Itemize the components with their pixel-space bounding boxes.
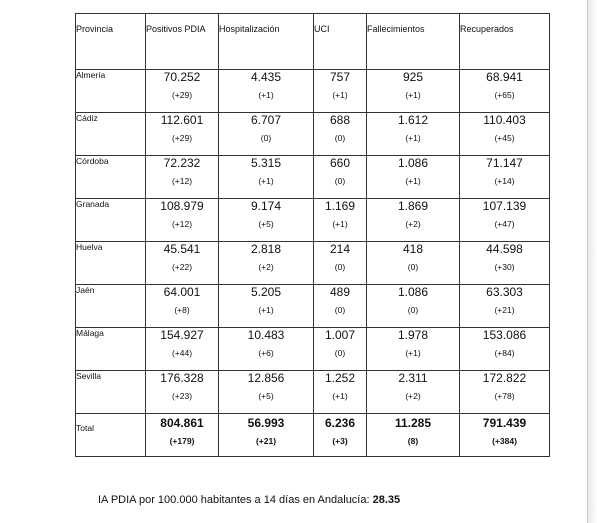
value-cell (314, 414, 367, 457)
cell-value: 72.232 (163, 156, 201, 170)
value-cell (314, 371, 367, 414)
cell-delta: (+21) (494, 305, 515, 315)
cell-value: 1.869 (397, 199, 429, 213)
value-cell (367, 199, 460, 242)
page-edge-shadow (588, 0, 597, 523)
header-recuperados: Recuperados (460, 14, 550, 70)
cell-delta: (+8) (174, 305, 190, 315)
cell-value: 10.483 (247, 328, 285, 342)
table-row (76, 242, 550, 285)
cell-delta: (8) (407, 436, 419, 446)
value-cell (146, 285, 219, 328)
cell-value: 112.601 (160, 113, 204, 127)
value-cell (460, 113, 550, 156)
cell-value: 70.252 (163, 70, 201, 84)
value-cell (314, 285, 367, 328)
cell-value: 925 (402, 70, 424, 84)
cell-value: 5.315 (250, 156, 282, 170)
cell-delta: (+47) (494, 219, 515, 229)
cell-delta: (+78) (494, 391, 515, 401)
value-cell (367, 328, 460, 371)
header-positivos-pdia: Positivos PDIA (146, 14, 219, 70)
cell-value: 172.822 (482, 371, 527, 385)
cell-value: 1.169 (324, 199, 356, 213)
cell-value: 108.979 (160, 199, 204, 213)
cell-value: 63.303 (486, 285, 523, 299)
cell-delta: (+84) (494, 348, 515, 358)
header-hospitalizacion: Hospitalización (219, 14, 314, 70)
cell-delta: (+2) (405, 219, 421, 229)
table-header-row (76, 14, 550, 70)
cell-value: 9.174 (250, 199, 282, 213)
cell-delta: (0) (334, 305, 346, 315)
value-cell (219, 242, 314, 285)
value-cell (460, 242, 550, 285)
table-row (76, 328, 550, 371)
cell-delta: (+384) (492, 436, 517, 446)
value-cell (219, 156, 314, 199)
cell-value: 154.927 (160, 328, 204, 342)
cell-delta: (0) (260, 133, 272, 143)
cell-delta: (+45) (494, 133, 515, 143)
table-row (76, 113, 550, 156)
cell-value: 107.139 (482, 199, 527, 213)
cell-value: 64.001 (163, 285, 201, 299)
cell-delta: (+6) (258, 348, 274, 358)
cell-delta: (+23) (171, 391, 193, 401)
value-cell (367, 156, 460, 199)
cell-value: 11.285 (394, 416, 432, 430)
cell-delta: (+5) (258, 391, 274, 401)
cell-delta: (+1) (332, 391, 348, 401)
value-cell (146, 242, 219, 285)
cell-value: 214 (329, 242, 351, 256)
cell-value: 110.403 (483, 113, 526, 127)
table-body (76, 70, 550, 457)
cell-value: 1.252 (324, 371, 356, 385)
cell-value: 6.707 (250, 113, 282, 127)
value-cell (367, 285, 460, 328)
cell-delta: (+1) (405, 90, 421, 100)
cell-value: 489 (329, 285, 351, 299)
cell-value: 2.818 (250, 242, 282, 256)
cell-delta: (+1) (258, 176, 274, 186)
value-cell (460, 285, 550, 328)
cell-value: 153.086 (482, 328, 527, 342)
cell-delta: (+22) (171, 262, 193, 272)
cell-delta: (+65) (494, 90, 515, 100)
ia-pdia-footnote (98, 493, 400, 507)
cell-value: 688 (329, 113, 351, 127)
header-fallecimientos: Fallecimientos (367, 14, 460, 70)
total-row (76, 414, 550, 457)
cell-delta: (+1) (405, 176, 421, 186)
provincia-cell: Cádiz (76, 113, 146, 156)
header-uci: UCI (314, 14, 367, 70)
provincia-cell: Total (76, 414, 146, 457)
cell-delta: (+1) (332, 219, 348, 229)
cell-delta: (+1) (405, 133, 421, 143)
cell-value: 68.941 (486, 70, 523, 84)
cell-value: 791.439 (482, 416, 527, 430)
cell-value: 1.007 (324, 328, 356, 342)
table-row (76, 371, 550, 414)
cell-delta: (0) (407, 305, 419, 315)
cell-value: 1.978 (397, 328, 429, 342)
value-cell (146, 156, 219, 199)
value-cell (314, 70, 367, 113)
footnote-text: IA PDIA por 100.000 habitantes a 14 días en Andalucía: (98, 494, 373, 506)
value-cell (314, 328, 367, 371)
header-provincia: Provincia (76, 14, 146, 70)
value-cell (146, 371, 219, 414)
value-cell (460, 414, 550, 457)
table-row (76, 199, 550, 242)
table-row (76, 285, 550, 328)
cell-delta: (+5) (258, 219, 274, 229)
cell-delta: (+12) (171, 176, 193, 186)
provincia-cell: Almería (76, 70, 146, 113)
provincia-cell: Huelva (76, 242, 146, 285)
cell-value: 2.311 (398, 371, 428, 385)
cell-value: 56.993 (247, 416, 285, 430)
page-edge (587, 0, 588, 523)
cell-delta: (0) (334, 262, 346, 272)
cell-delta: (+29) (171, 90, 193, 100)
cell-value: 1.612 (397, 113, 429, 127)
cell-delta: (+14) (494, 176, 515, 186)
cell-value: 44.598 (486, 242, 523, 256)
cell-value: 418 (402, 242, 424, 256)
value-cell (460, 199, 550, 242)
cell-delta: (+2) (405, 391, 421, 401)
value-cell (460, 156, 550, 199)
cell-value: 5.205 (250, 285, 282, 299)
value-cell (219, 113, 314, 156)
cell-delta: (+1) (332, 90, 348, 100)
value-cell (219, 414, 314, 457)
value-cell (219, 199, 314, 242)
covid-data-table (75, 13, 550, 457)
value-cell (367, 113, 460, 156)
value-cell (367, 242, 460, 285)
cell-value: 4.435 (250, 70, 282, 84)
provincia-cell: Sevilla (76, 371, 146, 414)
cell-delta: (0) (407, 262, 419, 272)
provincia-cell: Granada (76, 199, 146, 242)
cell-delta: (+2) (258, 262, 274, 272)
value-cell (460, 70, 550, 113)
cell-delta: (+12) (171, 219, 193, 229)
cell-delta: (0) (334, 176, 346, 186)
cell-value: 804.861 (160, 416, 204, 430)
table-row (76, 156, 550, 199)
value-cell (146, 328, 219, 371)
value-cell (219, 70, 314, 113)
cell-value: 71.147 (486, 156, 523, 170)
cell-delta: (0) (334, 348, 346, 358)
value-cell (219, 285, 314, 328)
cell-value: 1.086 (397, 156, 429, 170)
value-cell (314, 242, 367, 285)
cell-delta: (+1) (258, 305, 274, 315)
value-cell (460, 371, 550, 414)
cell-value: 176.328 (160, 371, 204, 385)
value-cell (219, 371, 314, 414)
cell-value: 757 (329, 70, 351, 84)
cell-delta: (+44) (171, 348, 193, 358)
value-cell (146, 113, 219, 156)
table-row (76, 70, 550, 113)
value-cell (367, 70, 460, 113)
cell-delta: (+1) (405, 348, 421, 358)
provincia-cell: Córdoba (76, 156, 146, 199)
value-cell (367, 371, 460, 414)
cell-value: 12.856 (247, 371, 285, 385)
cell-delta: (+3) (332, 436, 348, 446)
value-cell (146, 70, 219, 113)
cell-value: 660 (329, 156, 351, 170)
value-cell (146, 199, 219, 242)
cell-delta: (+29) (171, 133, 193, 143)
value-cell (314, 199, 367, 242)
cell-value: 1.086 (397, 285, 429, 299)
cell-delta: (+179) (169, 436, 195, 446)
provincia-cell: Jaén (76, 285, 146, 328)
value-cell (146, 414, 219, 457)
cell-delta: (0) (334, 133, 346, 143)
footnote-value: 28.35 (372, 494, 401, 506)
value-cell (367, 414, 460, 457)
cell-delta: (+1) (258, 90, 274, 100)
cell-delta: (+21) (255, 436, 277, 446)
cell-value: 6.236 (324, 416, 356, 430)
value-cell (219, 328, 314, 371)
cell-delta: (+30) (494, 262, 515, 272)
cell-value: 45.541 (163, 242, 201, 256)
value-cell (314, 113, 367, 156)
value-cell (314, 156, 367, 199)
provincia-cell: Málaga (76, 328, 146, 371)
value-cell (460, 328, 550, 371)
